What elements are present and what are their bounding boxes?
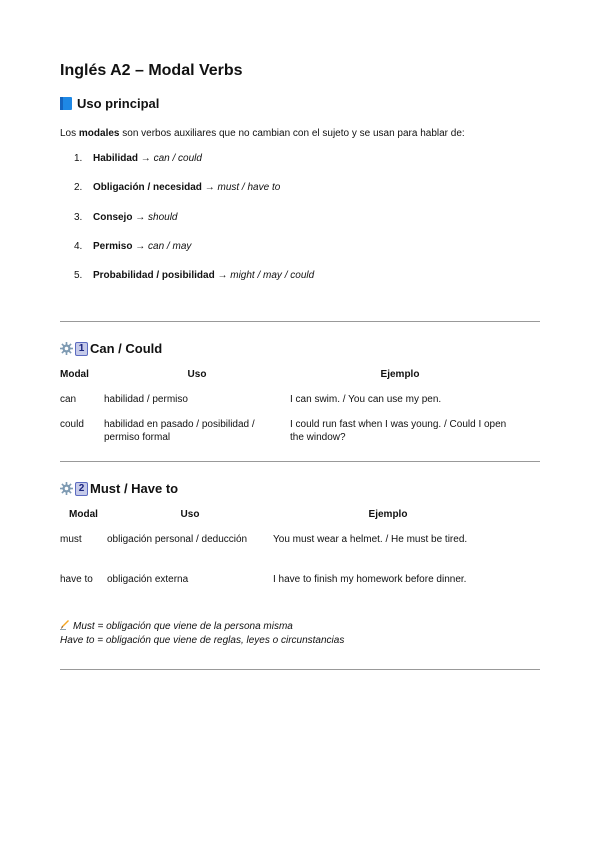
arrow: → xyxy=(214,270,231,282)
use-modals: can / could xyxy=(153,153,202,164)
table-header-ejemplo: Ejemplo xyxy=(380,369,420,380)
use-term: Habilidad xyxy=(93,153,139,164)
table-row xyxy=(60,393,510,418)
uses-list xyxy=(60,153,314,299)
intro-paragraph xyxy=(60,128,540,139)
list-item xyxy=(60,212,314,241)
number-badge-icon: 1 xyxy=(75,342,88,356)
list-number: 4. xyxy=(74,240,83,252)
list-item xyxy=(60,182,314,211)
use-term: Consejo xyxy=(93,211,133,223)
list-number: 5. xyxy=(74,270,83,282)
cell-uso: habilidad / permiso xyxy=(104,394,188,405)
cell-ejemplo: I could run fast when I was young. / Could I open the window? xyxy=(290,419,507,443)
can-could-table xyxy=(60,369,510,444)
section-heading-text: Can / Could xyxy=(90,341,163,356)
pencil-icon xyxy=(60,619,70,630)
cell-uso: habilidad en pasado / posibilidad / permiso formal xyxy=(104,419,255,443)
list-item xyxy=(60,153,314,182)
use-modals: must / have to xyxy=(217,182,281,194)
arrow: → xyxy=(201,182,218,194)
note-line: Have to = obligación que viene de reglas, leyes o circunstancias xyxy=(60,635,345,646)
table-header-uso: Uso xyxy=(187,369,207,380)
arrow: → xyxy=(132,240,149,252)
list-item xyxy=(60,241,314,270)
table-header-uso: Uso xyxy=(180,509,200,520)
page-title: Inglés A2 – Modal Verbs xyxy=(60,62,243,79)
cell-ejemplo: I can swim. / You can use my pen. xyxy=(290,394,442,405)
book-icon xyxy=(60,97,72,110)
section-heading-can-could xyxy=(60,341,162,356)
use-term: Permiso xyxy=(93,240,133,252)
note-line xyxy=(60,619,344,634)
arrow: → xyxy=(132,211,149,223)
table-row xyxy=(60,533,503,573)
list-item xyxy=(60,270,314,299)
table-header-modal: Modal xyxy=(69,509,98,520)
table-header-modal: Modal xyxy=(60,369,89,380)
section-heading-uso-principal xyxy=(60,96,159,111)
cell-ejemplo: You must wear a helmet. / He must be tired. xyxy=(273,534,468,545)
cell-modal: can xyxy=(60,394,77,405)
use-term: Probabilidad / posibilidad xyxy=(93,270,215,282)
cell-modal: have to xyxy=(60,574,93,585)
section-heading-text: Uso principal xyxy=(77,96,160,111)
note-box xyxy=(60,619,344,648)
cell-ejemplo: I have to finish my homework before dinner. xyxy=(273,574,467,585)
gear-icon xyxy=(60,482,73,495)
intro-bold-term: modales xyxy=(78,128,120,139)
list-number: 1. xyxy=(74,153,83,164)
number-badge-icon: 2 xyxy=(75,482,88,496)
intro-suffix: son verbos auxiliares que no cambian con el sujeto y se usan para hablar de: xyxy=(119,128,465,139)
list-number: 3. xyxy=(74,211,83,223)
divider xyxy=(60,321,540,322)
use-modals: can / may xyxy=(148,240,192,252)
gear-icon xyxy=(60,342,73,355)
table-header-row xyxy=(60,369,510,393)
table-row xyxy=(60,573,503,586)
arrow: → xyxy=(138,153,154,164)
cell-modal: must xyxy=(60,534,82,545)
cell-uso: obligación personal / deducción xyxy=(107,534,248,545)
table-header-row xyxy=(60,509,503,533)
use-modals: might / may / could xyxy=(230,270,315,282)
section-heading-text: Must / Have to xyxy=(90,481,179,496)
table-header-ejemplo: Ejemplo xyxy=(368,509,408,520)
use-term: Obligación / necesidad xyxy=(93,182,202,194)
divider xyxy=(60,669,540,670)
must-have-to-table xyxy=(60,509,503,586)
note-text: Must = obligación que viene de la persona misma xyxy=(73,621,293,632)
list-number: 2. xyxy=(74,182,83,194)
intro-prefix: Los xyxy=(60,128,79,139)
cell-modal: could xyxy=(60,419,84,430)
section-heading-must-have-to xyxy=(60,481,178,496)
use-modals: should xyxy=(148,211,178,223)
cell-uso: obligación externa xyxy=(107,574,189,585)
table-row xyxy=(60,418,510,444)
divider xyxy=(60,461,540,462)
